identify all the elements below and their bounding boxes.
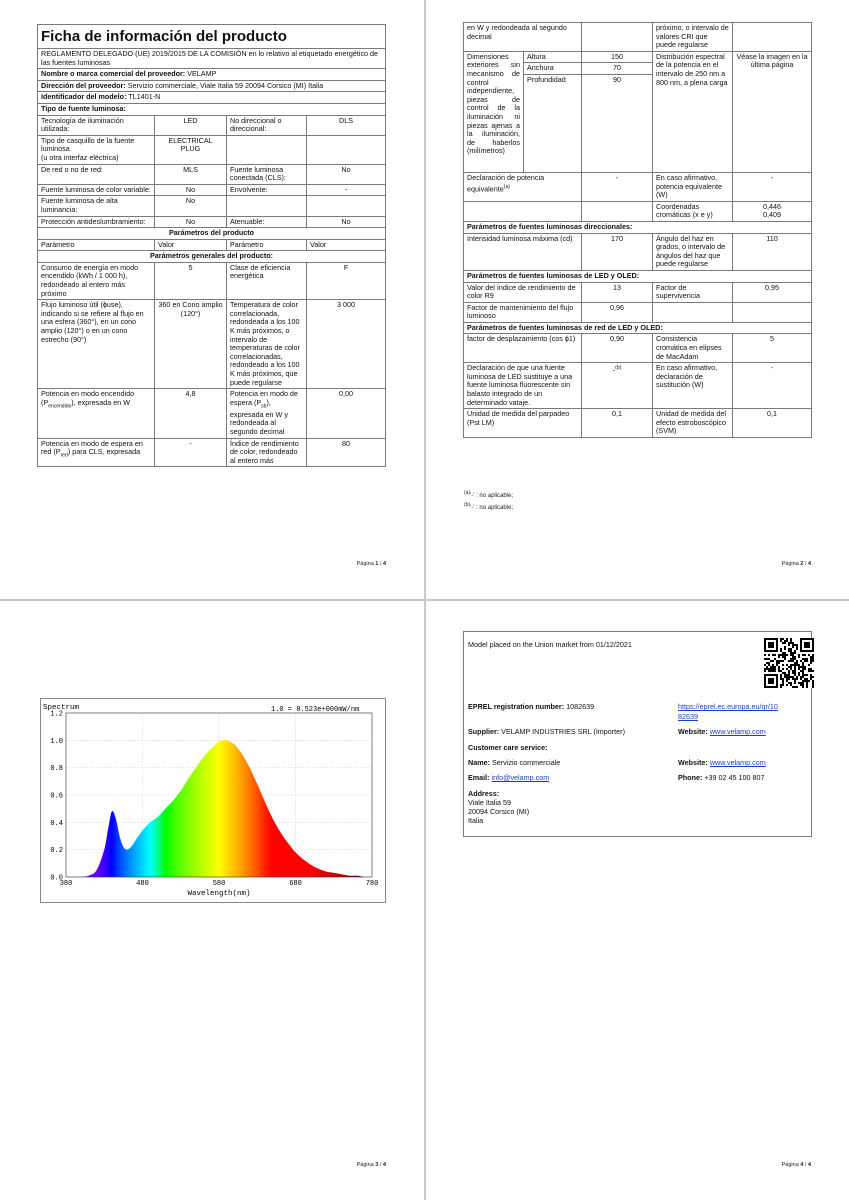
eprel-link[interactable]: https://eprel.ec.europa.eu/qr/10 82639 [678,702,778,721]
table-row: Tecnología de iluminación utilizada: LED No direccional o direccional: DLS [38,115,386,135]
model-row: Identificador del modelo: TL1401-N [38,92,386,104]
y-tick-label: 0.2 [50,847,63,856]
y-tick-label: 0.0 [50,874,63,883]
table-row: Protección antideslumbramiento: No Atenuable: No [38,216,386,228]
page-4 [426,601,849,1200]
section-heading: Parámetros de fuentes luminosas de red de LED y OLED: [464,322,812,334]
section-heading: Parámetros generales del producto: [38,251,386,263]
eprel-info-box [463,631,812,837]
address-line-3: Italia [468,816,484,825]
market-placement-text: Model placed on the Union market from 01/12/2021 [468,640,632,649]
x-tick-label: 580 [212,880,226,888]
table-row: Dimensiones exteriores sin mecanismo de control independiente, piezas de control de la iluminación ni piezas ajenas a la iluminación, de haberlos (milímetros) Altura 150 Distribución espectral de la potencia en el intervalo de 250 nm a 800 nm, a plena carga Véase la imagen en la última página [464,51,812,63]
page-1 [0,0,424,599]
table-row: Factor de mantenimiento del flujo luminoso 0,96 [464,302,812,322]
table-row: en W y redondeada al segundo decimal próximo, o intervalo de valores CRI que puede regularse [464,23,812,52]
spectrum-chart [40,698,386,903]
table-row: Potencia en modo encendido $(P_{encendido})$, expresada en W 4,8 Potencia en modo de espera $(P_{sb})$, expresada en W y redondeada al segundo decimal 0,00 [38,389,386,438]
website-link[interactable]: www.velamp.com [709,727,766,736]
footnote-a: $^{(a)}$'-' : no aplicable; [464,490,514,499]
page-number: Página 1 / 4 [356,561,386,567]
table-row: Declaración de que una fuente luminosa de LED sustituye a una fuente luminosa fluorescente sin balasto integrado de un determinado vataje. -$^{(b)}$ En caso afirmativo, declaración de sustitución (W) - [464,363,812,409]
product-info-table-continued [463,22,812,438]
x-tick-label: 480 [136,880,149,888]
y-tick-label: 0.4 [50,819,63,828]
table-header-row: Parámetro Valor Parámetro Valor [38,239,386,251]
section-heading: Parámetros de fuentes luminosas direccionales: [464,221,812,233]
table-row: De red o no de red: MLS Fuente luminosa conectada (CLS): No [38,164,386,184]
table-row: Unidad de medida del parpadeo (Pst LM) 0,1 Unidad de medida del efecto estroboscópico (SVM) 0,1 [464,409,812,438]
x-tick-label: 680 [289,880,302,888]
x-tick-label: 380 [59,880,73,888]
address-line-2: 20094 Corsico (MI) [468,807,530,816]
website-link-2[interactable]: www.velamp.com [709,758,766,767]
spectrum-area [81,740,372,877]
product-info-table [37,24,386,467]
section-heading: Parámetros de fuentes luminosas de LED y OLED: [464,270,812,282]
eprel-row: EPREL registration number: 1082639 [468,702,595,711]
table-row: Tipo de casquillo de la fuente luminosa (u otra interfaz eléctrica) ELECTRICAL PLUG [38,135,386,164]
spectrum-chart-svg [41,699,385,902]
footnote-b: $^{(b)}$'-' : no aplicable; [464,502,514,511]
page-2 [426,0,849,599]
name-row: Name: Servizio commerciale [468,758,561,767]
table-row: Fuente luminosa de alta luminancia: No [38,196,386,216]
table-row: Anchura 70 [464,63,812,75]
address-label: Address: [468,789,500,798]
chart-annotation: 1.0 = 8.523e+000mW/nm [271,706,360,714]
supplier-row: Supplier: VELAMP INDUSTRIES SRL (Importer) [468,727,625,736]
y-tick-label: 1.2 [50,710,63,719]
table-row: factor de desplazamiento (cos ɸ1) 0,90 Consistencia cromática en elipses de MacAdam 5 [464,334,812,363]
customer-care-heading: Customer care service: [468,743,548,752]
email-link[interactable]: info@velamp.com [491,773,550,782]
chart-title: Spectrum [43,704,80,712]
supplier-name-row: Nombre o marca comercial del proveedor: VELAMP [38,69,386,81]
table-row: Intensidad luminosa máxima (cd) 170 Ángulo del haz en grados, o intervalo de ángulos del haz que puede regularse 110 [464,233,812,270]
table-row: Consumo de energía en modo encendido (kWh / 1 000 h), redondeado al entero más próximo 5 Clase de eficiencia energética F [38,262,386,299]
y-tick-label: 0.8 [50,765,63,774]
supplier-address-row: Dirección del proveedor: Servizio commerciale, Viale Italia 59 20094 Corsico (MI) Italia [38,80,386,92]
y-tick-label: 0.6 [50,792,63,801]
table-row: Profundidad 90 [464,74,812,172]
page-3 [0,601,424,1200]
qr-code-icon [764,638,814,688]
page-number: Página 4 / 4 [781,1162,811,1168]
section-heading: Parámetros del producto [38,228,386,240]
table-row: Fuente luminosa de color variable: No Envolvente: - [38,184,386,196]
email-row: Email: info@velamp.com [468,773,550,782]
website-row: Website: www.velamp.com [678,727,766,736]
page-number: Página 3 / 4 [356,1162,386,1168]
page-title: Ficha de información del producto [38,25,386,49]
x-tick-label: 780 [365,880,379,888]
regulation-text: REGLAMENTO DELEGADO (UE) 2019/2015 DE LA COMISIÓN en lo relativo al etiquetado energético de las fuentes luminosas [38,49,386,69]
table-row: Valor del índice de rendimiento de color R9 13 Factor de supervivencia 0,95 [464,282,812,302]
table-row: Flujo luminoso útil (ɸuse), indicando si se refiere al flujo en una esfera (360°), en un cono amplio (120°) o en un cono estrecho (90°) 360 en Cono amplio (120°) Temperatura de color correlacionada, redondeada a los 100 K más próximos, o intervalo de temperaturas de color correlacionadas, redondeado a los 100 K más próximos, que puede regularse 3 000 [38,300,386,389]
address-line-1: Viale Italia 59 [468,798,512,807]
section-heading: Tipo de fuente luminosa: [38,103,386,115]
website-row-2: Website: www.velamp.com [678,758,766,767]
phone-row: Phone: +39 02 45 100 807 [678,773,765,782]
table-row: Declaración de potencia equivalente$^{(a)}$ - En caso afirmativo, potencia equivalente (W) - [464,172,812,201]
y-tick-label: 1.0 [50,737,63,746]
table-row: Potencia en modo de espera en red $(P_{red})$ para CLS, expresada - Índice de rendimiento de color, redondeado al entero más 80 [38,438,386,467]
table-row: Coordenadas cromáticas (x e y) 0,446 0,409 [464,201,812,221]
page-number: Página 2 / 4 [781,561,811,567]
x-axis-label: Wavelength(nm) [187,890,251,898]
